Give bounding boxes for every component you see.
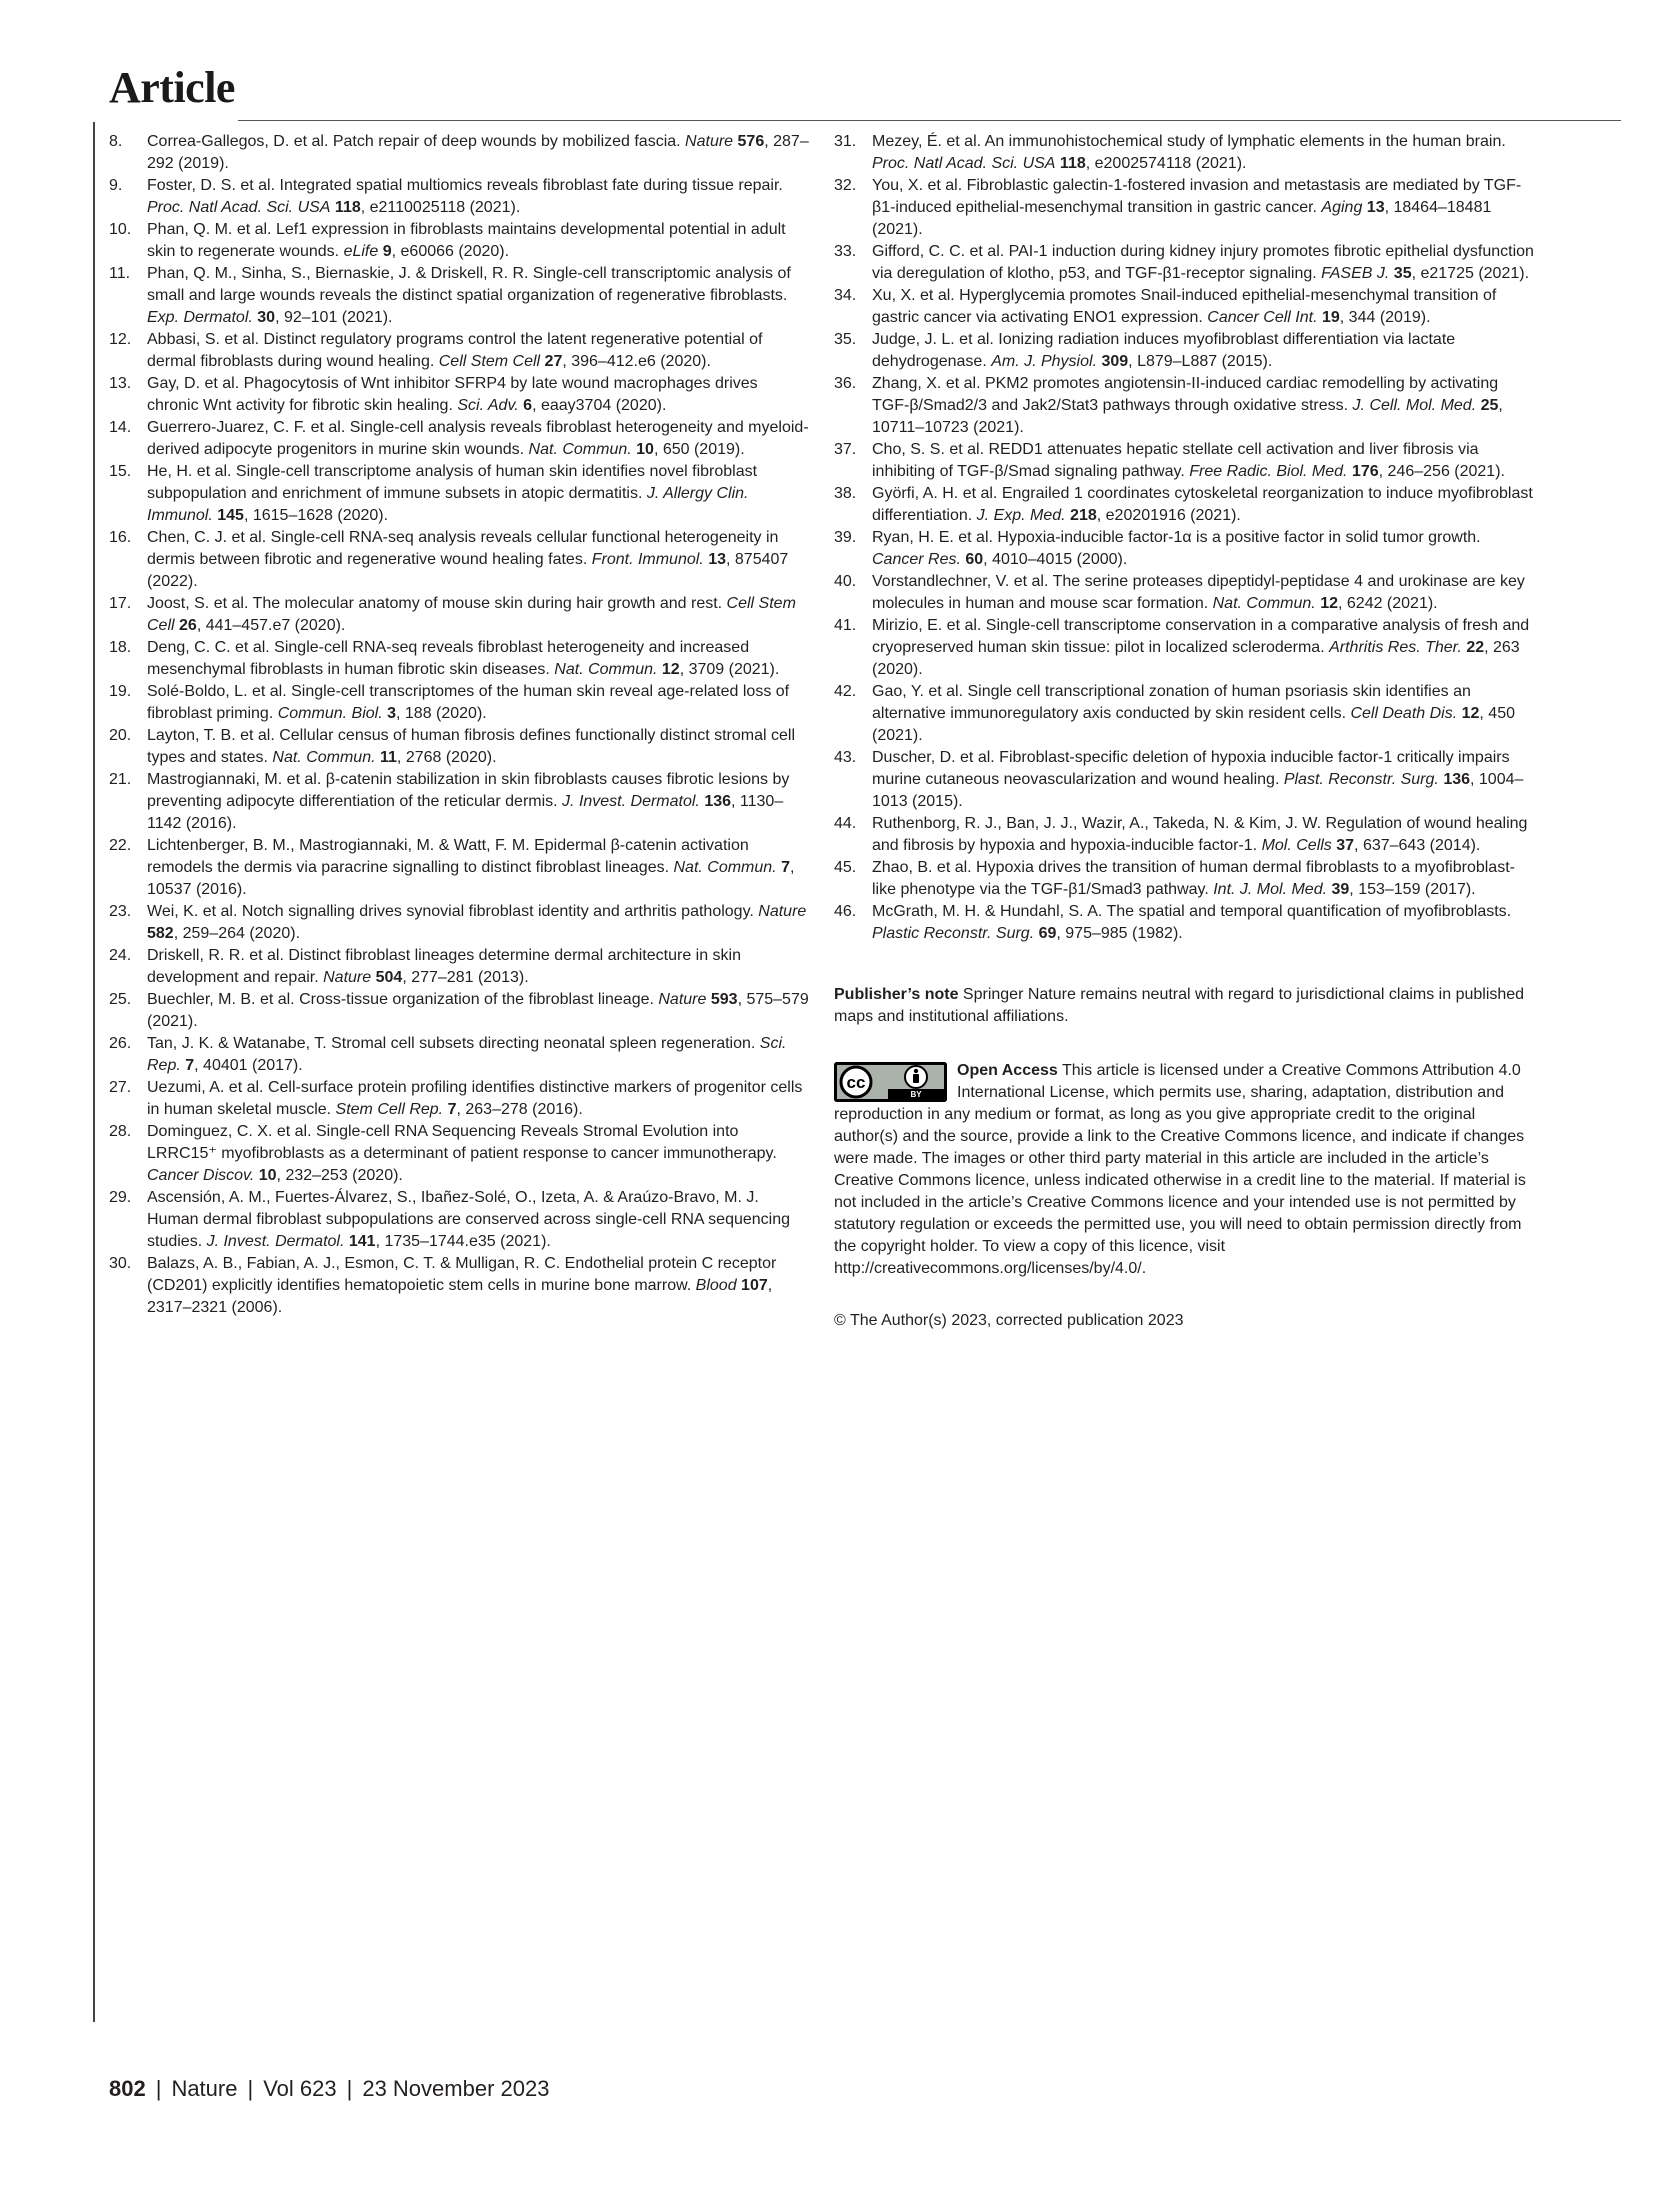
reference-item: [834, 527, 1534, 571]
reference-volume: 13: [1366, 199, 1385, 216]
reference-text: Ruthenborg, R. J., Ban, J. J., Wazir, A., Takeda, N. & Kim, J. W. Regulation of wound healing and fibrosis by hypoxia and hypoxia-inducible factor-1.: [872, 815, 1528, 854]
cc-text: cc: [846, 1073, 866, 1092]
reference-text: Deng, C. C. et al. Single-cell RNA-seq reveals fibroblast heterogeneity and increased mesenchymal fibroblasts in human fibrotic skin diseases.: [147, 639, 750, 678]
reference-text: Gay, D. et al. Phagocytosis of Wnt inhibitor SFRP4 by late wound macrophages drives chronic Wnt activity for fibrotic skin healing.: [147, 375, 758, 414]
reference-item: [109, 1187, 809, 1253]
reference-number: 35.: [834, 331, 857, 348]
reference-journal: J. Invest. Dermatol.: [206, 1233, 345, 1250]
reference-number: 15.: [109, 463, 132, 480]
reference-volume: 35: [1393, 265, 1412, 282]
reference-number: 10.: [109, 221, 132, 238]
reference-text: , 2317–2321 (2006).: [147, 1277, 773, 1316]
reference-journal: Proc. Natl Acad. Sci. USA: [872, 155, 1056, 172]
reference-volume: 39: [1331, 881, 1350, 898]
reference-item: [834, 857, 1534, 901]
reference-number: 40.: [834, 573, 857, 590]
reference-item: [834, 285, 1534, 329]
footer-separator: |: [346, 2076, 353, 2101]
reference-text: Phan, Q. M., Sinha, S., Biernaskie, J. & Driskell, R. R. Single-cell transcriptomic analysis of small and large wounds reveals the distinct spatial organization of regenerative fibroblasts.: [147, 265, 791, 304]
reference-volume: 6: [523, 397, 533, 414]
reference-journal: Nature: [323, 969, 372, 986]
reference-journal: Blood: [695, 1277, 737, 1294]
left-margin-rule: [93, 122, 95, 2022]
reference-text: , 650 (2019).: [653, 441, 745, 458]
reference-journal: Nature: [658, 991, 707, 1008]
reference-number: 25.: [109, 991, 132, 1008]
reference-item: [109, 945, 809, 989]
reference-journal: J. Invest. Dermatol.: [562, 793, 700, 810]
reference-volume: 576: [737, 133, 765, 150]
reference-text: , e21725 (2021).: [1411, 265, 1530, 282]
reference-volume: 27: [544, 353, 563, 370]
reference-text: Mastrogiannaki, M. et al. β-catenin stabilization in skin fibroblasts causes fibrotic lesions by preventing adipocyte differentiation of the reticular dermis.: [147, 771, 790, 810]
volume: Vol 623: [263, 2076, 337, 2101]
reference-text: Phan, Q. M. et al. Lef1 expression in fibroblasts maintains developmental potential in adult skin to regenerate wounds.: [147, 221, 786, 260]
reference-text: Lichtenberger, B. M., Mastrogiannaki, M. & Watt, F. M. Epidermal β-catenin activation remodels the dermis via paracrine signalling to distinct fibroblast lineages.: [147, 837, 749, 876]
reference-volume: 145: [217, 507, 244, 524]
reference-text: Cho, S. S. et al. REDD1 attenuates hepatic stellate cell activation and liver fibrosis via inhibiting of TGF-β/Smad signaling pathway.: [872, 441, 1479, 480]
reference-number: 28.: [109, 1123, 132, 1140]
reference-text: , 40401 (2017).: [194, 1057, 303, 1074]
page-title: Article: [109, 63, 235, 112]
reference-volume: 309: [1101, 353, 1129, 370]
reference-journal: Nat. Commun.: [1212, 595, 1316, 612]
reference-volume: 11: [380, 749, 397, 766]
reference-item: [109, 219, 809, 263]
reference-item: [834, 439, 1534, 483]
reference-journal: Sci. Adv.: [457, 397, 519, 414]
reference-item: [109, 1033, 809, 1077]
reference-text: , 875407 (2022).: [147, 551, 789, 590]
reference-journal: Cancer Discov.: [147, 1167, 255, 1184]
reference-item: [109, 725, 809, 769]
reference-text: , 450 (2021).: [872, 705, 1515, 744]
reference-volume: 22: [1466, 639, 1485, 656]
reference-volume: 107: [741, 1277, 768, 1294]
reference-number: 44.: [834, 815, 857, 832]
creative-commons-by-badge[interactable]: [834, 1062, 947, 1102]
reference-journal: Sci. Rep.: [147, 1035, 787, 1074]
reference-number: 18.: [109, 639, 132, 656]
reference-item: [834, 373, 1534, 439]
reference-text: Xu, X. et al. Hyperglycemia promotes Snail-induced epithelial-mesenchymal transition of gastric cancer via activating ENO1 expression.: [872, 287, 1497, 326]
reference-text: , 10537 (2016).: [147, 859, 795, 898]
reference-volume: 504: [375, 969, 403, 986]
reference-text: Ascensión, A. M., Fuertes-Álvarez, S., Ibañez-Solé, O., Izeta, A. & Araúzo-Bravo, M. J. Human dermal fibroblast subpopulations are conserved across single-cell RNA sequencing studies.: [147, 1189, 791, 1250]
reference-text: Zhang, X. et al. PKM2 promotes angiotensin-II-induced cardiac remodelling by activating TGF-β/Smad2/3 and Jak2/Stat3 pathways through oxidative stress.: [872, 375, 1499, 414]
reference-item: [834, 615, 1534, 681]
reference-number: 24.: [109, 947, 132, 964]
reference-item: [109, 989, 809, 1033]
reference-text: Ryan, H. E. et al. Hypoxia-inducible factor-1α is a positive factor in solid tumor growth.: [872, 529, 1481, 546]
reference-journal: eLife: [343, 243, 379, 260]
reference-number: 19.: [109, 683, 132, 700]
reference-number: 14.: [109, 419, 132, 436]
reference-text: , 232–253 (2020).: [276, 1167, 403, 1184]
reference-journal: J. Allergy Clin. Immunol.: [147, 485, 749, 524]
reference-item: [109, 175, 809, 219]
reference-text: , e2110025118 (2021).: [360, 199, 521, 216]
reference-text: Chen, C. J. et al. Single-cell RNA-seq analysis reveals cellular functional heterogeneity in dermis between fibrotic and regenerative wound healing fates.: [147, 529, 779, 568]
reference-text: , 2768 (2020).: [396, 749, 497, 766]
reference-text: Gao, Y. et al. Single cell transcriptional zonation of human psoriasis skin identifies an alternative immunoregulatory axis conducted by skin resident cells.: [872, 683, 1471, 722]
reference-journal: Am. J. Physiol.: [991, 353, 1098, 370]
reference-journal: Free Radic. Biol. Med.: [1189, 463, 1348, 480]
reference-text: , 1735–1744.e35 (2021).: [375, 1233, 551, 1250]
reference-item: [109, 681, 809, 725]
reference-number: 16.: [109, 529, 132, 546]
reference-text: , 263–278 (2016).: [456, 1101, 583, 1118]
reference-text: , 1615–1628 (2020).: [243, 507, 389, 524]
reference-text: Mezey, É. et al. An immunohistochemical study of lymphatic elements in the human brain.: [872, 133, 1506, 150]
reference-item: [834, 901, 1534, 945]
reference-volume: 12: [661, 661, 680, 678]
reference-journal: Nat. Commun.: [673, 859, 777, 876]
reference-item: [109, 527, 809, 593]
reference-text: , 637–643 (2014).: [1354, 837, 1481, 854]
reference-text: , 3709 (2021).: [679, 661, 780, 678]
page-number: 802: [109, 2076, 146, 2101]
reference-text: Vorstandlechner, V. et al. The serine proteases dipeptidyl-peptidase 4 and urokinase are key molecules in human and mouse scar formation.: [872, 573, 1525, 612]
reference-number: 20.: [109, 727, 132, 744]
reference-item: [109, 417, 809, 461]
reference-journal: Nat. Commun.: [272, 749, 376, 766]
reference-text: , 277–281 (2013).: [402, 969, 529, 986]
reference-text: Györfi, A. H. et al. Engrailed 1 coordinates cytoskeletal reorganization to induce myofibroblast differentiation.: [872, 485, 1533, 524]
reference-journal: Commun. Biol.: [277, 705, 383, 722]
reference-text: , 263 (2020).: [872, 639, 1520, 678]
reference-journal: FASEB J.: [1321, 265, 1390, 282]
reference-text: Guerrero-Juarez, C. F. et al. Single-cell analysis reveals fibroblast heterogeneity and myeloid-derived adipocyte progenitors in murine skin wounds.: [147, 419, 809, 458]
reference-journal: Aging: [1321, 199, 1363, 216]
reference-text: , 4010–4015 (2000).: [983, 551, 1128, 568]
reference-item: [834, 571, 1534, 615]
reference-item: [834, 329, 1534, 373]
reference-text: , 188 (2020).: [396, 705, 487, 722]
reference-volume: 13: [708, 551, 726, 568]
reference-journal: Cell Death Dis.: [1350, 705, 1458, 722]
reference-journal: Mol. Cells: [1261, 837, 1332, 854]
reference-item: [834, 747, 1534, 813]
reference-journal: J. Exp. Med.: [976, 507, 1066, 524]
reference-text: Correa-Gallegos, D. et al. Patch repair of deep wounds by mobilized fascia.: [147, 133, 686, 150]
reference-text: Balazs, A. B., Fabian, A. J., Esmon, C. T. & Mulligan, R. C. Endothelial protein C receptor (CD201) explicitly identifies hematopoietic stem cells in murine bone marrow.: [147, 1255, 777, 1294]
reference-text: Buechler, M. B. et al. Cross-tissue organization of the fibroblast lineage.: [147, 991, 659, 1008]
issue-date: 23 November 2023: [362, 2076, 550, 2101]
reference-text: Judge, J. L. et al. Ionizing radiation induces myofibroblast differentiation via lactate dehydrogenase.: [872, 331, 1456, 370]
reference-journal: Int. J. Mol. Med.: [1213, 881, 1328, 898]
header-rule: [238, 120, 1621, 121]
reference-text: Zhao, B. et al. Hypoxia drives the transition of human dermal fibroblasts to a myofibroblast-like phenotype via the TGF-β1/Smad3 pathway.: [872, 859, 1515, 898]
reference-text: , 1004–1013 (2015).: [872, 771, 1524, 810]
reference-volume: 176: [1351, 463, 1379, 480]
reference-number: 45.: [834, 859, 857, 876]
reference-item: [834, 175, 1534, 241]
reference-number: 33.: [834, 243, 857, 260]
reference-text: Layton, T. B. et al. Cellular census of human fibrosis defines functionally distinct stromal cell types and states.: [147, 727, 796, 766]
reference-text: McGrath, M. H. & Hundahl, S. A. The spatial and temporal quantification of myofibroblasts.: [872, 903, 1512, 920]
reference-volume: 12: [1320, 595, 1338, 612]
reference-journal: Nature: [685, 133, 734, 150]
reference-journal: Arthritis Res. Ther.: [1329, 639, 1462, 656]
reference-journal: Plast. Reconstr. Surg.: [1283, 771, 1439, 788]
reference-text: , 153–159 (2017).: [1349, 881, 1476, 898]
references-left-column: [109, 131, 809, 1319]
reference-number: 42.: [834, 683, 857, 700]
reference-item: [834, 241, 1534, 285]
reference-journal: Plastic Reconstr. Surg.: [872, 925, 1035, 942]
reference-number: 31.: [834, 133, 857, 150]
reference-text: Duscher, D. et al. Fibroblast-specific deletion of hypoxia inducible factor-1 critically impairs murine cutaneous neovascularization and wound healing.: [872, 749, 1510, 788]
reference-number: 12.: [109, 331, 132, 348]
reference-journal: J. Cell. Mol. Med.: [1352, 397, 1477, 414]
reference-text: , 287–292 (2019).: [147, 133, 809, 172]
reference-volume: 25: [1480, 397, 1499, 414]
reference-number: 43.: [834, 749, 857, 766]
reference-volume: 10: [258, 1167, 277, 1184]
reference-number: 21.: [109, 771, 132, 788]
reference-text: , e20201916 (2021).: [1096, 507, 1241, 524]
reference-journal: Proc. Natl Acad. Sci. USA: [147, 199, 331, 216]
reference-number: 34.: [834, 287, 857, 304]
reference-volume: 9: [382, 243, 392, 260]
publishers-note-label: Publisher’s note: [834, 986, 959, 1003]
reference-item: [109, 1121, 809, 1187]
reference-item: [109, 131, 809, 175]
reference-number: 9.: [109, 177, 123, 194]
reference-volume: 136: [1443, 771, 1471, 788]
reference-volume: 26: [179, 617, 197, 634]
page-footer: [109, 2078, 549, 2100]
reference-text: , 6242 (2021).: [1338, 595, 1438, 612]
reference-item: [834, 813, 1534, 857]
reference-volume: 7: [781, 859, 790, 876]
reference-volume: 30: [257, 309, 276, 326]
reference-item: [109, 373, 809, 417]
reference-item: [109, 329, 809, 373]
reference-volume: 7: [185, 1057, 195, 1074]
reference-text: Mirizio, E. et al. Single-cell transcriptome conservation in a comparative analysis of fresh and cryopreserved human skin tissue: pilot in localized scleroderma.: [872, 617, 1530, 656]
reference-volume: 118: [1059, 155, 1086, 172]
reference-text: , 1130–1142 (2016).: [147, 793, 784, 832]
cc-by-logo: [834, 1062, 947, 1102]
open-access-label: Open Access: [957, 1062, 1058, 1079]
reference-text: , 441–457.e7 (2020).: [196, 617, 346, 634]
reference-number: 38.: [834, 485, 857, 502]
reference-volume: 69: [1038, 925, 1057, 942]
reference-volume: 10: [636, 441, 654, 458]
reference-volume: 60: [965, 551, 984, 568]
reference-item: [109, 593, 809, 637]
reference-text: Tan, J. K. & Watanabe, T. Stromal cell subsets directing neonatal spleen regeneration.: [147, 1035, 760, 1052]
reference-journal: Nature: [758, 903, 807, 920]
reference-journal: Nat. Commun.: [528, 441, 632, 458]
reference-item: [109, 901, 809, 945]
reference-text: , 10711–10723 (2021).: [872, 397, 1503, 436]
reference-journal: Stem Cell Rep.: [335, 1101, 444, 1118]
reference-number: 8.: [109, 133, 123, 150]
reference-journal: Cancer Res.: [872, 551, 961, 568]
reference-text: , 975–985 (1982).: [1056, 925, 1183, 942]
reference-journal: Front. Immunol.: [591, 551, 704, 568]
reference-number: 39.: [834, 529, 857, 546]
reference-number: 27.: [109, 1079, 132, 1096]
reference-journal: Cancer Cell Int.: [1207, 309, 1318, 326]
footer-separator: |: [155, 2076, 162, 2101]
reference-text: , 18464–18481 (2021).: [872, 199, 1492, 238]
reference-text: , L879–L887 (2015).: [1128, 353, 1273, 370]
reference-text: Dominguez, C. X. et al. Single-cell RNA Sequencing Reveals Stromal Evolution into LRRC15⁺ myofibroblasts as a determinant of patient response to cancer immunotherapy.: [147, 1123, 777, 1162]
references-right-column: [834, 131, 1534, 945]
reference-volume: 218: [1070, 507, 1097, 524]
reference-item: [109, 637, 809, 681]
reference-text: , 92–101 (2021).: [275, 309, 393, 326]
reference-number: 11.: [109, 265, 131, 282]
reference-text: , e2002574118 (2021).: [1085, 155, 1247, 172]
open-access-statement: [834, 1060, 1534, 1280]
reference-text: Uezumi, A. et al. Cell-surface protein profiling identifies distinctive markers of progenitor cells in human skeletal muscle.: [147, 1079, 803, 1118]
reference-number: 37.: [834, 441, 857, 458]
reference-volume: 3: [387, 705, 396, 722]
reference-text: Driskell, R. R. et al. Distinct fibroblast lineages determine dermal architecture in skin development and repair.: [147, 947, 742, 986]
reference-number: 41.: [834, 617, 857, 634]
reference-volume: 12: [1461, 705, 1480, 722]
reference-journal: Exp. Dermatol.: [147, 309, 253, 326]
publishers-note-text: Springer Nature remains neutral with regard to jurisdictional claims in published maps and institutional affiliations.: [834, 986, 1525, 1025]
open-access-text: This article is licensed under a Creative Commons Attribution 4.0 International License, which permits use, sharing, adaptation, distribution and reproduction in any medium or format, as long as you give appropriate credit to the original author(s) and the source, provide a link to the Creative Commons licence, and indicate if changes were made. The images or other third party material in this article are included in the article’s Creative Commons licence, unless indicated otherwise in a credit line to the material. If material is not included in the article’s Creative Commons licence and your intended use is not permitted by statutory regulation or exceeds the permitted use, you will need to obtain permission directly from the copyright holder. To view a copy of this licence, visit http://creativecommons.org/licenses/by/4.0/.: [834, 1062, 1526, 1277]
reference-number: 46.: [834, 903, 857, 920]
reference-text: Foster, D. S. et al. Integrated spatial multiomics reveals fibroblast fate during tissue repair.: [147, 177, 783, 194]
reference-item: [109, 461, 809, 527]
reference-text: , e60066 (2020).: [391, 243, 510, 260]
reference-text: , 396–412.e6 (2020).: [562, 353, 711, 370]
reference-number: 36.: [834, 375, 857, 392]
journal-name: Nature: [171, 2076, 238, 2101]
reference-text: , eaay3704 (2020).: [532, 397, 667, 414]
reference-number: 29.: [109, 1189, 132, 1206]
reference-number: 13.: [109, 375, 132, 392]
reference-volume: 37: [1336, 837, 1355, 854]
reference-volume: 19: [1321, 309, 1340, 326]
reference-item: [109, 1077, 809, 1121]
reference-item: [834, 483, 1534, 527]
reference-journal: Cell Stem Cell: [147, 595, 796, 634]
reference-text: , 575–579 (2021).: [147, 991, 809, 1030]
reference-number: 30.: [109, 1255, 132, 1272]
reference-item: [109, 263, 809, 329]
reference-item: [109, 835, 809, 901]
reference-text: , 259–264 (2020).: [173, 925, 301, 942]
reference-volume: 593: [710, 991, 738, 1008]
publishers-note: [834, 984, 1534, 1028]
reference-item: [834, 131, 1534, 175]
reference-text: Gifford, C. C. et al. PAI-1 induction during kidney injury promotes fibrotic epithelial dysfunction via deregulation of klotho, p53, and TGF-β1-receptor signaling.: [872, 243, 1534, 282]
reference-volume: 118: [334, 199, 361, 216]
reference-volume: 7: [447, 1101, 457, 1118]
reference-item: [834, 681, 1534, 747]
reference-text: , 344 (2019).: [1339, 309, 1431, 326]
reference-text: Joost, S. et al. The molecular anatomy of mouse skin during hair growth and rest.: [147, 595, 727, 612]
reference-number: 22.: [109, 837, 132, 854]
reference-number: 26.: [109, 1035, 132, 1052]
reference-item: [109, 769, 809, 835]
reference-text: Wei, K. et al. Notch signalling drives synovial fibroblast identity and arthritis pathology.: [147, 903, 759, 920]
reference-text: , 246–256 (2021).: [1378, 463, 1505, 480]
reference-text: You, X. et al. Fibroblastic galectin-1-fostered invasion and metastasis are mediated by TGF-β1-induced epithelial-mesenchymal transition in gastric cancer.: [872, 177, 1522, 216]
reference-journal: Cell Stem Cell: [438, 353, 541, 370]
footer-separator: |: [247, 2076, 254, 2101]
reference-volume: 141: [348, 1233, 376, 1250]
reference-number: 17.: [109, 595, 132, 612]
reference-text: Solé-Boldo, L. et al. Single-cell transcriptomes of the human skin reveal age-related loss of fibroblast priming.: [147, 683, 790, 722]
by-text: BY: [910, 1090, 922, 1099]
reference-text: Abbasi, S. et al. Distinct regulatory programs control the latent regenerative potential of dermal fibroblasts during wound healing.: [147, 331, 763, 370]
reference-number: 32.: [834, 177, 857, 194]
reference-item: [109, 1253, 809, 1319]
copyright-notice: © The Author(s) 2023, corrected publication 2023: [834, 1312, 1184, 1329]
reference-number: 23.: [109, 903, 132, 920]
reference-journal: Nat. Commun.: [554, 661, 658, 678]
reference-volume: 582: [147, 925, 174, 942]
reference-volume: 136: [704, 793, 732, 810]
reference-text: He, H. et al. Single-cell transcriptome analysis of human skin identifies novel fibroblast subpopulation and enrichment of immune subsets in atopic dermatitis.: [147, 463, 758, 502]
